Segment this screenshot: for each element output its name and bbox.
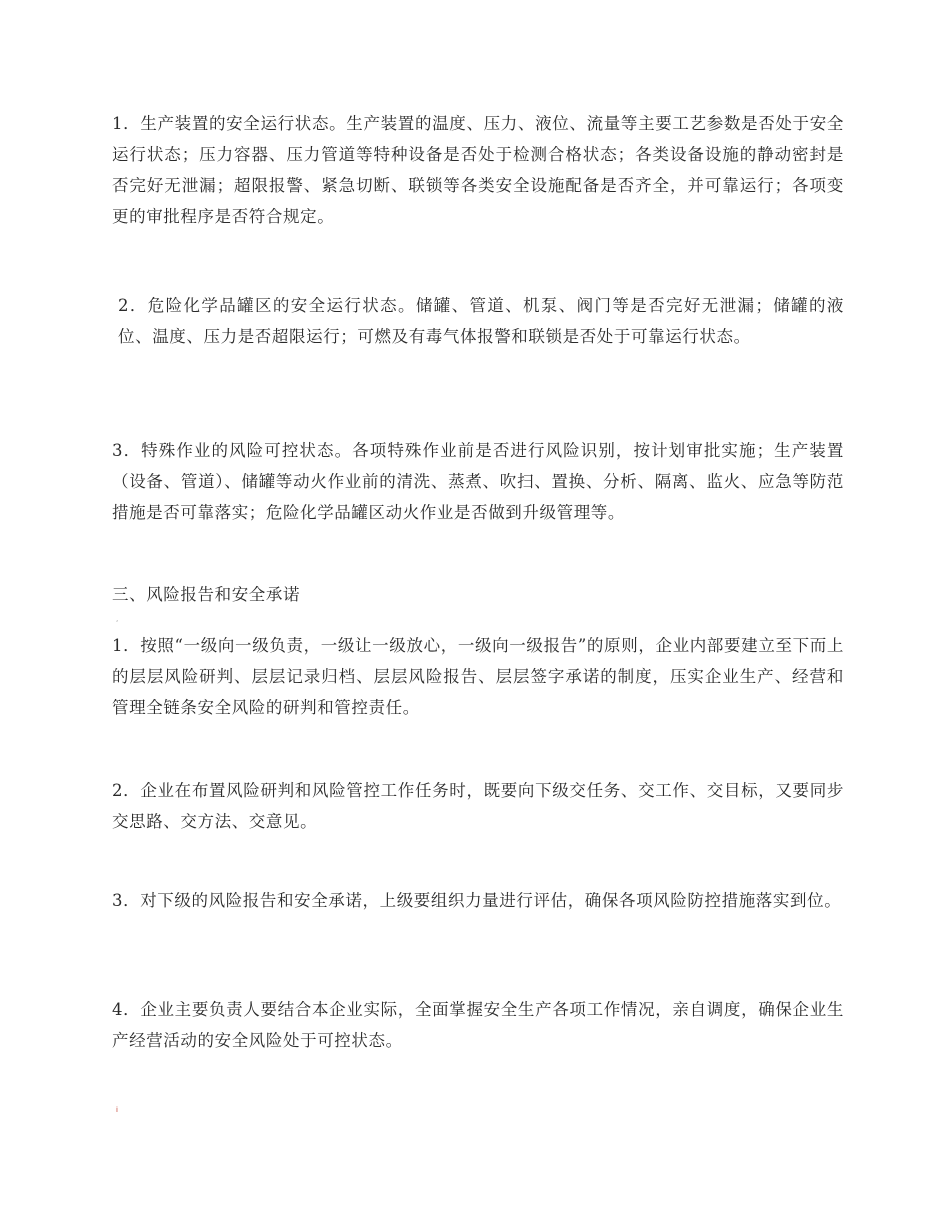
paragraph-leadership: 4．企业主要负责人要结合本企业实际，全面掌握安全生产各项工作情况，亲自调度，确保企业生产经营活动的安全风险处于可控状态。 <box>112 1000 844 1050</box>
paragraph-special-operations: 3．特殊作业的风险可控状态。各项特殊作业前是否进行风险识别，按计划审批实施；生产装置（设备、管道）、储罐等动火作业前的清洗、蒸煮、吹扫、置换、分析、隔离、监火、应急等防范措施是否可靠落实；危险化学品罐区动火作业是否做到升级管理等。 <box>112 441 844 522</box>
paragraph-evaluation: 3．对下级的风险报告和安全承诺，上级要组织力量进行评估，确保各项风险防控措施落实到位。 <box>112 891 842 910</box>
red-mark: i <box>116 1106 118 1114</box>
section-heading: 三、风险报告和安全承诺 <box>112 585 301 604</box>
paragraph-reporting-principle: 1．按照“一级向一级负责，一级让一级放心，一级向一级报告”的原则，企业内部要建立至下而上的层层风险研判、层层记录归档、层层风险报告、层层签字承诺的制度，压实企业生产、经营和管理全链条安全风险的研判和管控责任。 <box>112 636 844 717</box>
paragraph-task-assignment: 2．企业在布置风险研判和风险管控工作任务时，既要向下级交任务、交工作、交目标，又要同步交思路、交方法、交意见。 <box>112 781 844 831</box>
stray-mark: ‘ <box>116 619 119 627</box>
paragraph-production-units: 1．生产装置的安全运行状态。生产装置的温度、压力、液位、流量等主要工艺参数是否处于安全运行状态；压力容器、压力管道等特种设备是否处于检测合格状态；各类设备设施的静动密封是否完好无泄漏；超限报警、紧急切断、联锁等各类安全设施配备是否齐全，并可靠运行；各项变更的审批程序是否符合规定。 <box>112 114 844 226</box>
paragraph-tank-farm: 2．危险化学品罐区的安全运行状态。储罐、管道、机泵、阀门等是否完好无泄漏；储罐的液位、温度、压力是否超限运行；可燃及有毒气体报警和联锁是否处于可靠运行状态。 <box>118 296 844 346</box>
